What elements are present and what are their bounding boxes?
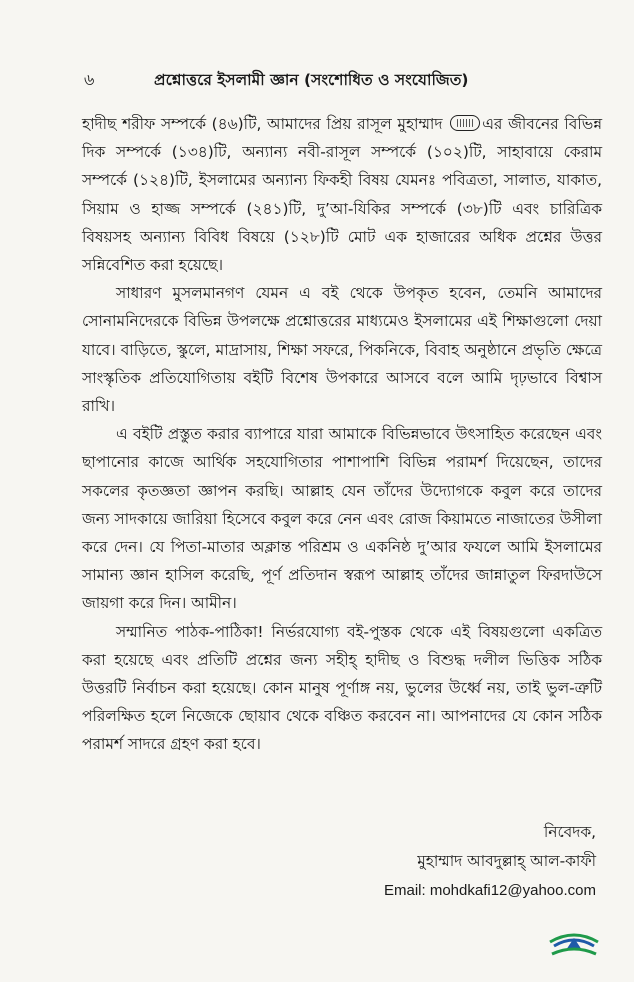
paragraph-3: এ বইটি প্রস্তুত করার ব্যাপারে যারা আমাকে বিভিন্নভাবে উৎসাহিত করেছেন এবং ছাপানোর কাজে আর্থিক সহযোগিতার পাশাপাশি বিভিন্ন পরামর্শ দিয়েছেন, তাদের সকলের কৃতজ্ঞতা জ্ঞাপন করছি। আল্লাহ যেন তাঁদের উদ্যোগকে কবুল করে তাদের জন্য সাদকায়ে জারিয়া হিসেবে কবুল করে নেন এবং রোজ কিয়ামতে নাজাতের উসীলা করে দেন। যে পিতা-মাতার অক্লান্ত পরিশ্রম ও একনিষ্ঠ দু’আর ফযলে আমি ইসলামের সামান্য জ্ঞান হাসিল করেছি, পূর্ণ প্রতিদান স্বরূপ আল্লাহ তাঁদের জান্নাতুল ফিরদাউসে জায়গা করে দিন। আমীন। [82, 425, 602, 613]
paragraph-1 [82, 110, 602, 279]
paragraph-4: সম্মানিত পাঠক-পাঠিকা! নির্ভরযোগ্য বই-পুস্তক থেকে এই বিষয়গুলো একত্রিত করা হয়েছে এবং প্রতিটি প্রশ্নের জন্য সহীহ্ হাদীছ ও বিশুদ্ধ দলীল ভিত্তিক সঠিক উত্তরটি নির্বাচন করা হয়েছে। কোন মানুষ পূর্ণাঙ্গ নয়, ভুলের উর্ধ্বে নয়, তাই ভুল-ত্রুটি পরিলক্ষিত হলে নিজেকে ছোয়াব থেকে বঞ্চিত করবেন না। আপনাদের যে কোন সঠিক পরামর্শ সাদরে গ্রহণ করা হবে। [82, 622, 602, 754]
author-email: Email: mohdkafi12@yahoo.com [384, 882, 596, 899]
salawat-seal-icon [450, 115, 480, 131]
body-text [82, 110, 602, 759]
paragraph-1-text: হাদীছ শরীফ সম্পর্কে (৪৬)টি, আমাদের প্রিয় রাসূল মুহাম্মাদ এর জীবনের বিভিন্ন দিক সম্পর্কে (১৩৪)টি, অন্যান্য নবী-রাসূল সম্পর্কে (১০২)টি, সাহাবায়ে কেরাম সম্পর্কে (১২৪)টি, ইসলামের অন্যান্য ফিকহী বিষয় যেমনঃ পবিত্রতা, সালাত, যাকাত, সিয়াম ও হাজ্জ সম্পর্কে (২৪১)টি, দু’আ-যিকির সম্পর্কে (৩৮)টি এবং চারিত্রিক বিষয়সহ অন্যান্য বিবিধ বিষয়ে (১২৮)টি মোট এক হাজারের অধিক প্রশ্নের উত্তর সন্নিবেশিত করা হয়েছে। [82, 115, 602, 275]
running-title: প্রশ্নোত্তরে ইসলামী জ্ঞান (সংশোধিত ও সংযোজিত) [154, 71, 469, 89]
page-header [44, 62, 594, 98]
logo-base-arc [552, 949, 596, 954]
signature-block [384, 818, 596, 905]
page-number: ৬ [84, 70, 95, 89]
publisher-logo-icon [546, 920, 602, 960]
author-name: মুহাম্মাদ আবদুল্লাহ্ আল-কাফী [417, 852, 596, 870]
signature-label: নিবেদক, [543, 823, 596, 841]
paragraph-2: সাধারণ মুসলমানগণ যেমন এ বই থেকে উপকৃত হবেন, তেমনি আমাদের সোনামনিদেরকে বিভিন্ন উপলক্ষে প্রশ্নোত্তরের মাধ্যমেও ইসলামের এই শিক্ষাগুলো দেয়া যাবে। বাড়িতে, স্কুলে, মাদ্রাসায়, শিক্ষা সফরে, পিকনিকে, বিবাহ অনুষ্ঠানে প্রভৃতি ক্ষেত্রে সাংস্কৃতিক প্রতিযোগিতায় বইটি বিশেষ উপকারে আসবে বলে আমি দৃঢ়ভাবে বিশ্বাস রাখি। [82, 284, 602, 416]
